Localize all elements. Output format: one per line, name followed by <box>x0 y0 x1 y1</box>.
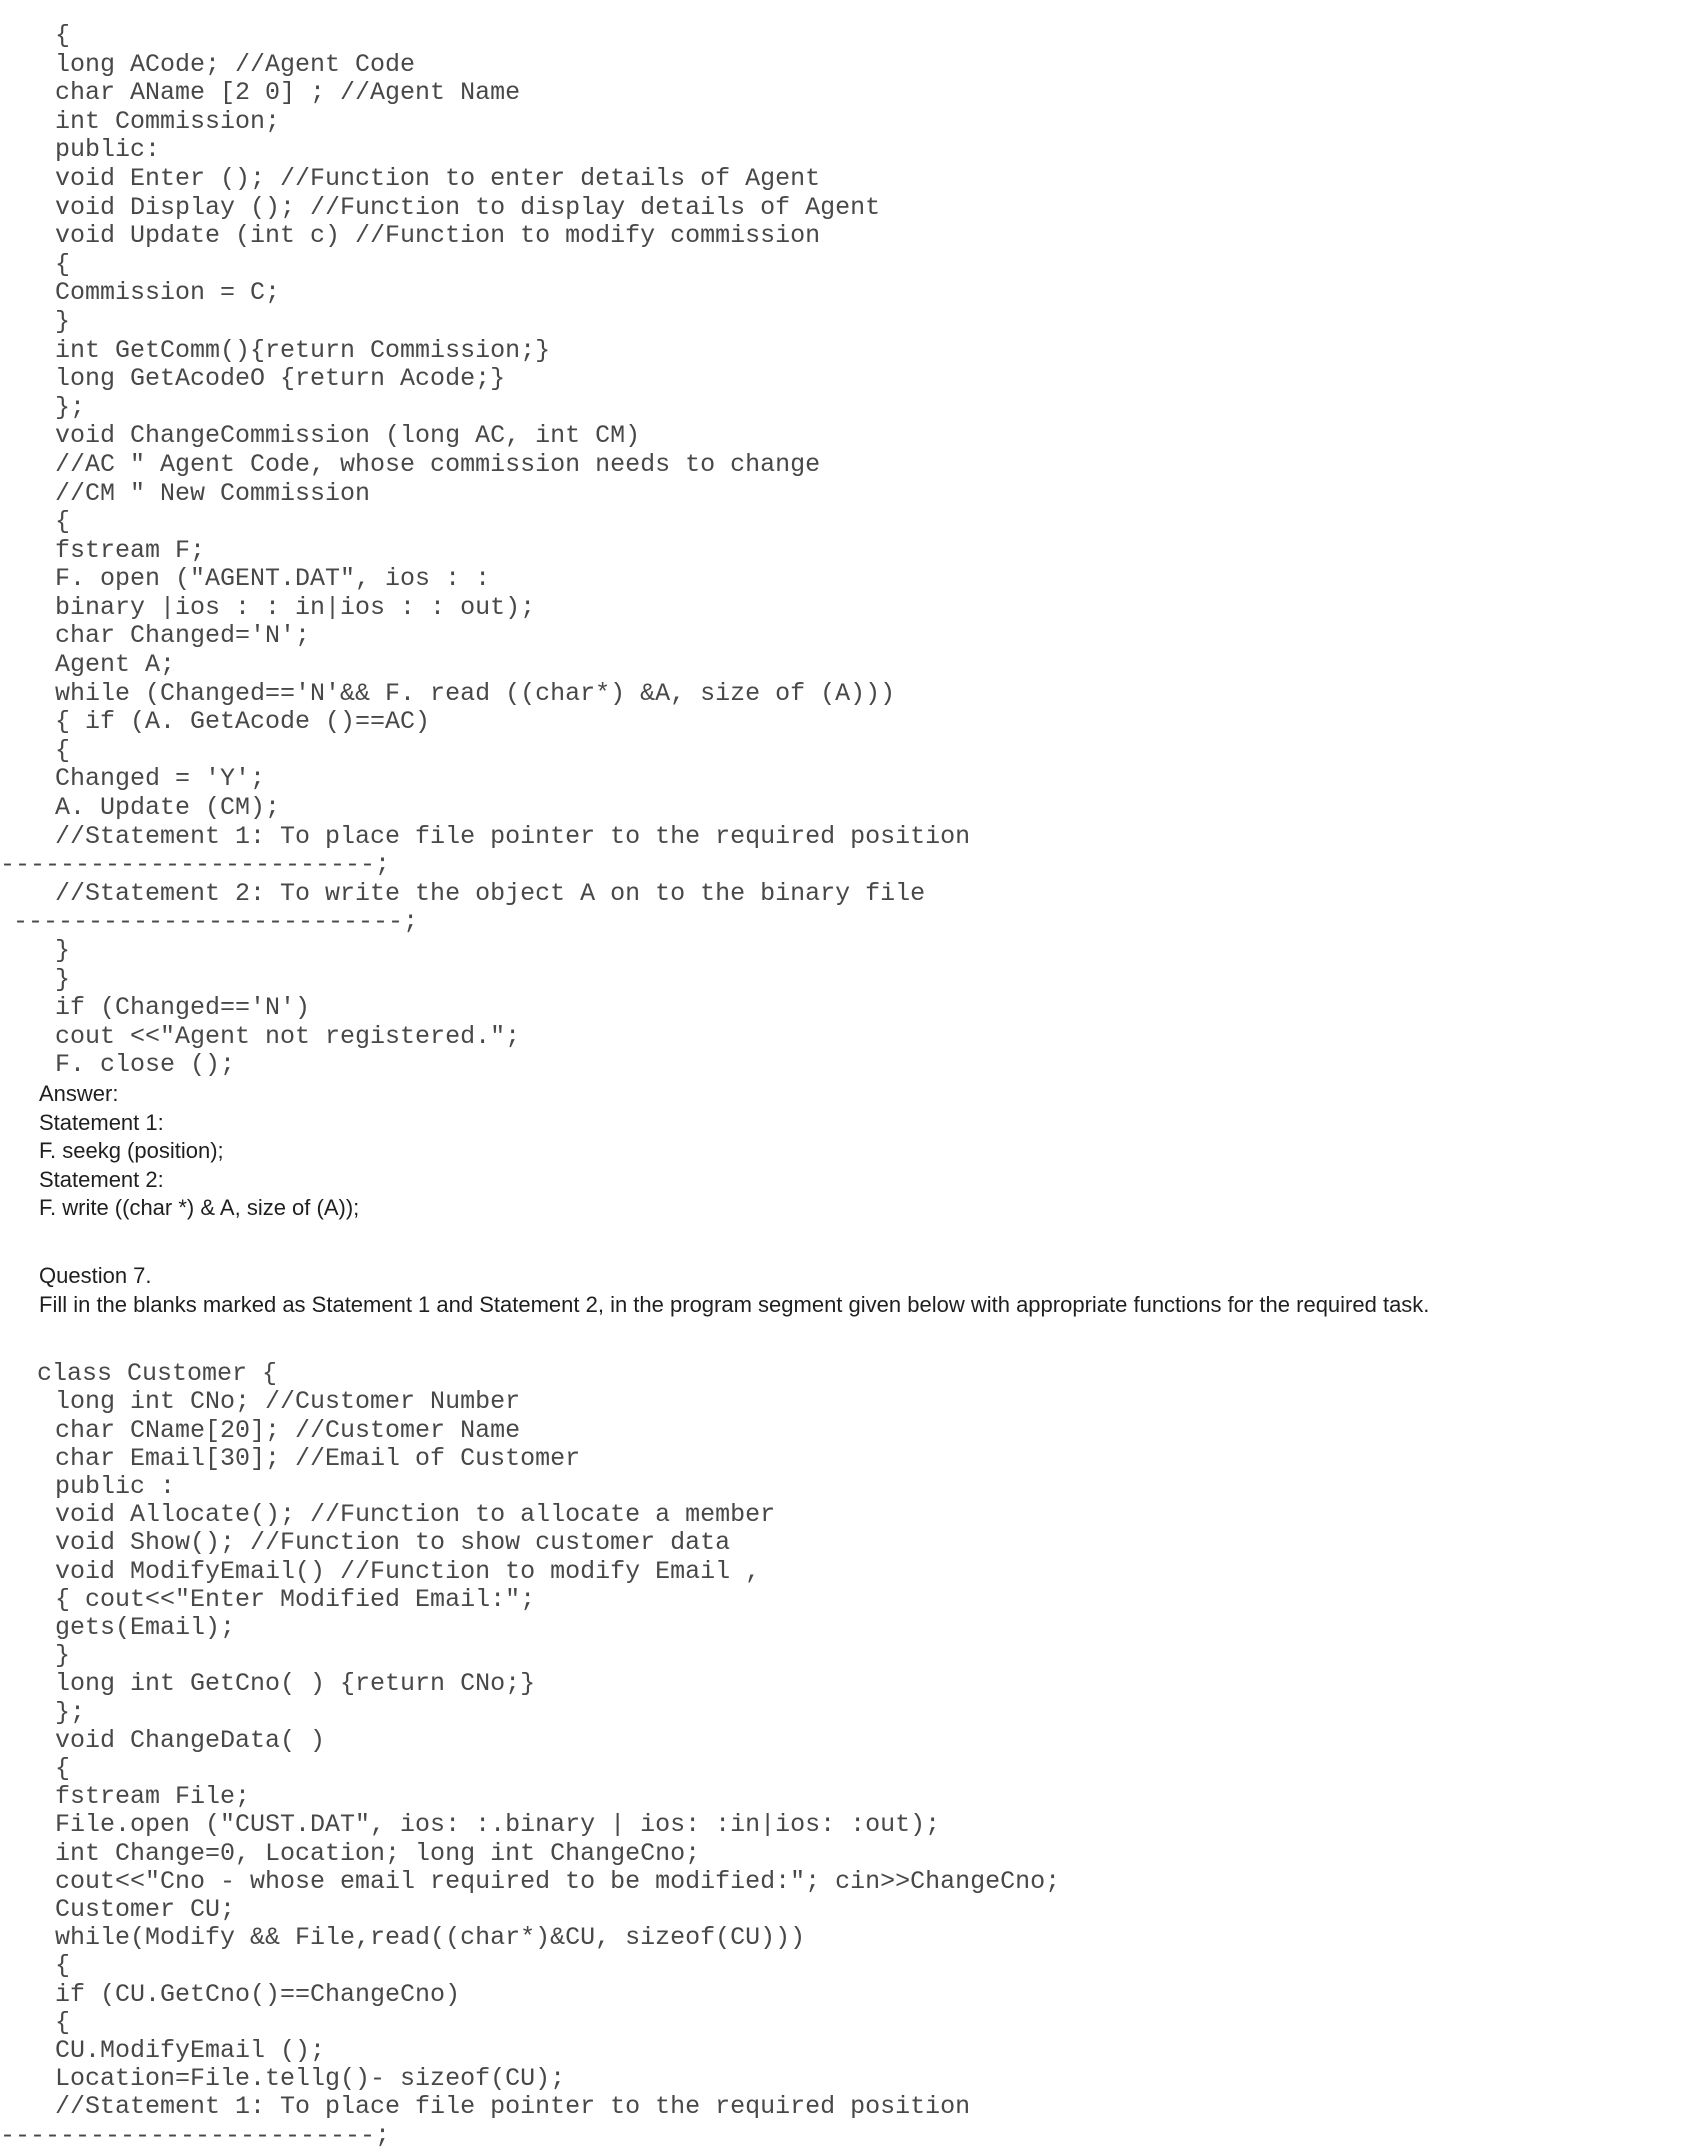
code-line: long int CNo; //Customer Number <box>55 1387 521 1417</box>
question-text: Fill in the blanks marked as Statement 1 and Statement 2, in the program segment given below with appropriate functions for the required task. <box>39 1291 1430 1317</box>
answer-line: Statement 2: <box>39 1166 164 1192</box>
code-line: void Update (int c) //Function to modify commission <box>55 221 821 251</box>
code-line: //CM " New Commission <box>55 478 371 508</box>
code-line: -------------------------; <box>0 2120 391 2150</box>
code-line: void ModifyEmail() //Function to modify Email , <box>55 1556 761 1586</box>
code-line: { cout<<"Enter Modified Email:"; <box>55 1584 536 1614</box>
code-line: if (Changed=='N') <box>55 993 311 1023</box>
code-line: while (Changed=='N'&& F. read ((char*) &A, size of (A))) <box>55 678 896 708</box>
question-heading: Question 7. <box>39 1262 152 1288</box>
answer-section <box>0 1080 1700 1223</box>
code-line: long GetAcodeO {return Acode;} <box>55 364 506 394</box>
code-line: public: <box>55 135 161 165</box>
code-line: -------------------------; <box>0 850 391 880</box>
code-line: void Enter (); //Function to enter details of Agent <box>55 163 821 193</box>
code-line: { <box>55 1951 71 1981</box>
agent-code-block <box>0 22 1700 1080</box>
code-line: cout<<"Cno - whose email required to be modified:"; cin>>ChangeCno; <box>55 1866 1061 1896</box>
code-line: //Statement 2: To write the object A on to the binary file <box>55 878 926 908</box>
code-line: Location=File.tellg()- sizeof(CU); <box>55 2064 566 2094</box>
code-line: char AName [2 0] ; //Agent Name <box>55 78 521 108</box>
code-line: --------------------------; <box>13 907 419 937</box>
code-line: CU.ModifyEmail (); <box>55 2036 326 2065</box>
code-line: } <box>55 306 71 336</box>
blank-gap <box>0 1319 1700 1360</box>
code-line: A. Update (CM); <box>55 793 281 823</box>
code-line: Customer CU; <box>55 1894 236 1924</box>
answer-line: F. write ((char *) & A, size of (A)); <box>39 1195 360 1221</box>
answer-line: Answer: <box>39 1080 119 1106</box>
code-line: { <box>55 507 71 537</box>
code-line: Agent A; <box>55 650 176 680</box>
answer-line: F. seekg (position); <box>39 1138 224 1164</box>
code-line: } <box>55 936 71 965</box>
code-line: { <box>55 1753 71 1783</box>
code-line: binary |ios : : in|ios : : out); <box>55 592 536 622</box>
code-line: void Allocate(); //Function to allocate a member <box>55 1500 776 1530</box>
code-line: gets(Email); <box>55 1612 236 1642</box>
code-line: class Customer { <box>37 1359 278 1389</box>
code-line: //Statement 1: To place file pointer to the required position <box>55 2092 971 2122</box>
code-line: File.open ("CUST.DAT", ios: :.binary | ios: :in|ios: :out); <box>55 1810 941 1840</box>
code-line: void ChangeCommission (long AC, int CM) <box>55 421 641 451</box>
code-line: fstream F; <box>55 535 206 565</box>
code-line: }; <box>55 1697 86 1727</box>
answer-line: Statement 1: <box>39 1109 164 1135</box>
blank-gap <box>0 1223 1700 1262</box>
code-line: { if (A. GetAcode ()==AC) <box>55 707 431 737</box>
code-line: F. open ("AGENT.DAT", ios : : <box>55 564 491 594</box>
code-line: int Change=0, Location; long int ChangeCno; <box>55 1838 701 1868</box>
code-line: F. close (); <box>55 1050 236 1080</box>
code-line: { <box>55 2007 71 2037</box>
code-line: { <box>55 21 71 50</box>
code-line: void Show(); //Function to show customer data <box>55 1528 731 1558</box>
code-line: char Changed='N'; <box>55 621 311 651</box>
code-line: Commission = C; <box>55 278 281 308</box>
code-line: fstream File; <box>55 1782 251 1812</box>
code-line: //AC " Agent Code, whose commission needs to change <box>55 449 821 479</box>
code-line: long int GetCno( ) {return CNo;} <box>55 1669 536 1699</box>
code-line: cout <<"Agent not registered."; <box>55 1021 521 1051</box>
code-line: char Email[30]; //Email of Customer <box>55 1443 581 1473</box>
code-line: Changed = 'Y'; <box>55 764 266 794</box>
code-line: int Commission; <box>55 106 281 136</box>
code-line: }; <box>55 392 86 422</box>
code-line: void Display (); //Function to display details of Agent <box>55 192 881 222</box>
code-line: while(Modify && File,read((char*)&CU, sizeof(CU))) <box>55 1923 806 1953</box>
code-line: { <box>55 735 71 765</box>
code-line: { <box>55 249 71 279</box>
code-line: char CName[20]; //Customer Name <box>55 1415 521 1445</box>
code-line: long ACode; //Agent Code <box>55 49 416 79</box>
customer-code-block <box>0 1360 1700 2150</box>
code-line: int GetComm(){return Commission;} <box>55 335 551 365</box>
code-line: if (CU.GetCno()==ChangeCno) <box>55 1979 461 2009</box>
code-line: } <box>55 1641 71 1671</box>
code-line: //Statement 1: To place file pointer to the required position <box>55 821 971 851</box>
code-line: } <box>55 964 71 994</box>
code-line: public : <box>55 1471 176 1501</box>
code-line: void ChangeData( ) <box>55 1725 326 1755</box>
